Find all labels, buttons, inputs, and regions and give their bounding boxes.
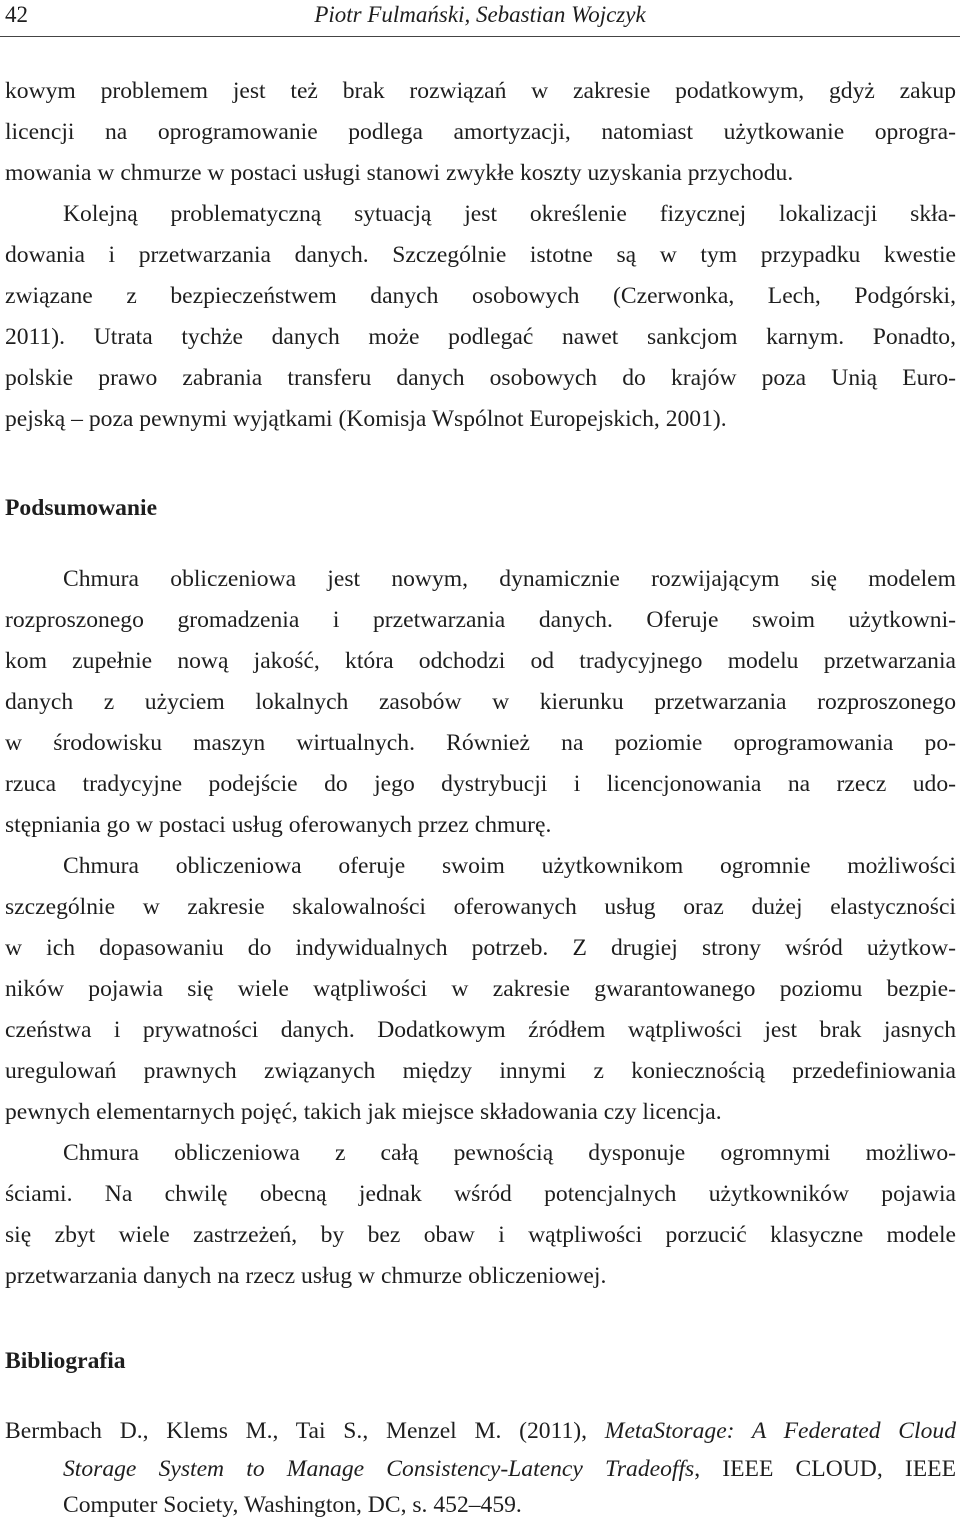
body-line: pejską – poza pewnymi wyjątkami (Komisja Wspólnot Europejskich, 2001). — [5, 406, 727, 432]
body-line: w ich dopasowaniu do indywidualnych potrzeb. Z drugiej strony wśród użytkow- — [5, 935, 956, 961]
reference-authors: Bermbach D., Klems M., Tai S., Menzel M. (2011), — [5, 1418, 605, 1444]
body-line: mowania w chmurze w postaci usługi stanowi zwykłe koszty uzyskania przychodu. — [5, 160, 794, 186]
body-line: dowania i przetwarzania danych. Szczególnie istotne są w tym przypadku kwestie — [5, 242, 956, 268]
reference-line: Computer Society, Washington, DC, s. 452–459. — [63, 1492, 522, 1518]
body-line: polskie prawo zabrania transferu danych osobowych do krajów poza Unią Euro- — [5, 365, 956, 391]
body-line: Kolejną problematyczną sytuacją jest określenie fizycznej lokalizacji skła- — [63, 201, 956, 227]
body-line: uregulowań prawnych związanych między innymi z koniecznością przedefiniowania — [5, 1058, 956, 1084]
body-line: Chmura obliczeniowa jest nowym, dynamicznie rozwijającym się modelem — [63, 566, 956, 592]
body-line: rozproszonego gromadzenia i przetwarzania danych. Oferuje swoim użytkowni- — [5, 607, 956, 633]
body-line: się zbyt wiele zastrzeżeń, by bez obaw i wątpliwości porzucić klasyczne modele — [5, 1222, 956, 1248]
body-line: czeństwa i prywatności danych. Dodatkowym źródłem wątpliwości jest brak jasnych — [5, 1017, 956, 1043]
body-line: ników pojawia się wiele wątpliwości w zakresie gwarantowanego poziomu bezpie- — [5, 976, 956, 1002]
body-line: kowym problemem jest też brak rozwiązań w zakresie podatkowym, gdyż zakup — [5, 78, 956, 104]
body-line: stępniania go w postaci usług oferowanych przez chmurę. — [5, 812, 552, 838]
reference-line — [5, 1416, 956, 1446]
body-line: danych z użyciem lokalnych zasobów w kierunku przetwarzania rozproszonego — [5, 689, 956, 715]
body-line: rzuca tradycyjne podejście do jego dystrybucji i licencjonowania na rzecz udo- — [5, 771, 956, 797]
body-line: licencji na oprogramowanie podlega amortyzacji, natomiast użytkowanie oprogra- — [5, 119, 956, 145]
reference-venue: , IEEE CLOUD, IEEE — [694, 1456, 956, 1482]
reference-title: Storage System to Manage Consistency-Latency Tradeoffs — [63, 1456, 695, 1482]
body-line: pewnych elementarnych pojęć, takich jak miejsce składowania czy licencja. — [5, 1099, 722, 1125]
section-heading-summary: Podsumowanie — [5, 495, 158, 521]
body-line: Chmura obliczeniowa z całą pewnością dysponuje ogromnymi możliwo- — [63, 1140, 956, 1166]
section-heading-bibliography: Bibliografia — [5, 1348, 126, 1374]
page-number: 42 — [5, 2, 28, 27]
body-line: 2011). Utrata tychże danych może podlegać nawet sankcjom karnym. Ponadto, — [5, 324, 956, 350]
body-line: przetwarzania danych na rzecz usług w chmurze obliczeniowej. — [5, 1263, 607, 1289]
body-line: w środowisku maszyn wirtualnych. Również na poziomie oprogramowania po- — [5, 730, 956, 756]
body-line: ściami. Na chwilę obecną jednak wśród potencjalnych użytkowników pojawia — [5, 1181, 956, 1207]
body-line: kom zupełnie nową jakość, która odchodzi od tradycyjnego modelu przetwarzania — [5, 648, 956, 674]
body-line: związane z bezpieczeństwem danych osobowych (Czerwonka, Lech, Podgórski, — [5, 283, 956, 309]
body-line: Chmura obliczeniowa oferuje swoim użytkownikom ogromnie możliwości — [63, 853, 956, 879]
page-header — [0, 0, 960, 37]
reference-line — [63, 1454, 956, 1484]
reference-title: MetaStorage: A Federated Cloud — [604, 1418, 956, 1444]
body-line: szczególnie w zakresie skalowalności oferowanych usług oraz dużej elastyczności — [5, 894, 956, 920]
running-head: Piotr Fulmański, Sebastian Wojczyk — [314, 2, 646, 27]
